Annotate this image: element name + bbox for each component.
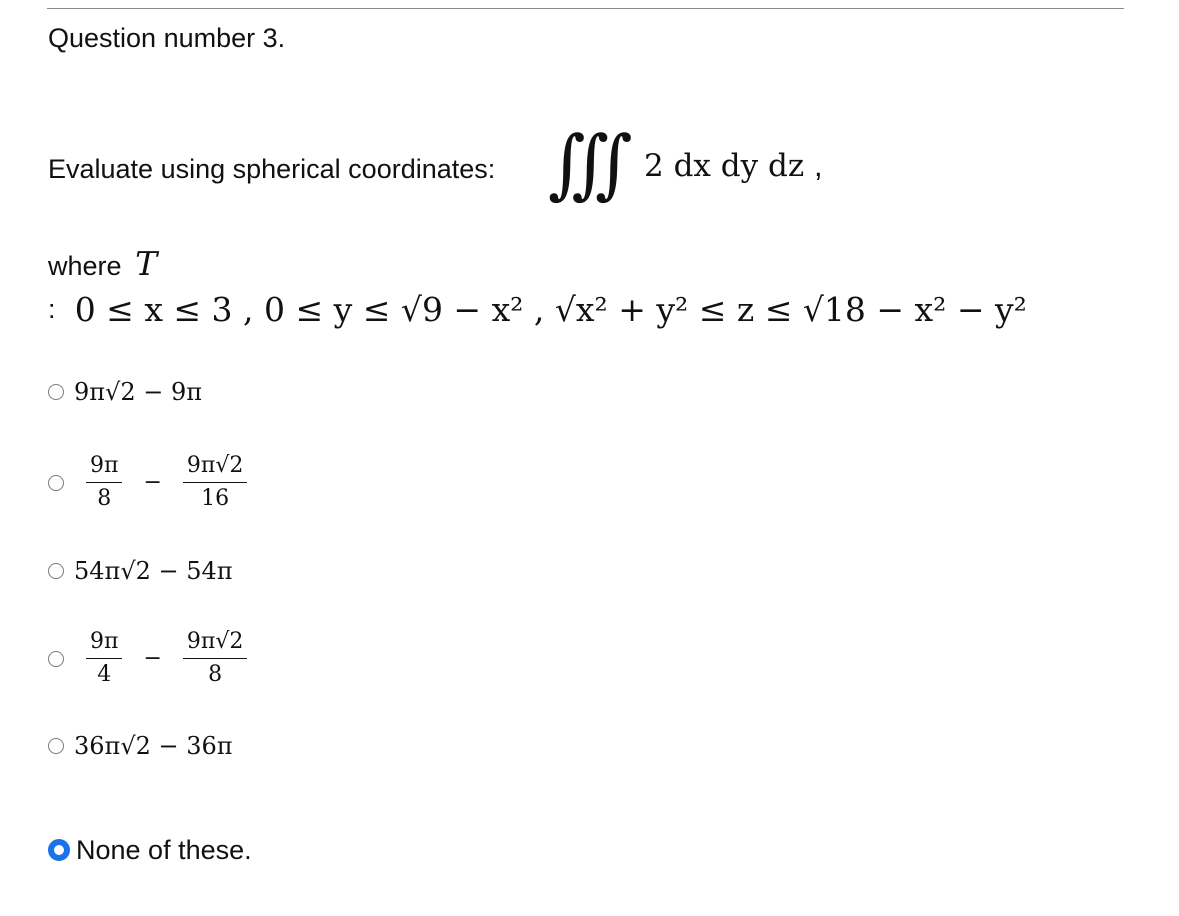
- fraction-numerator: 9π√2: [183, 452, 247, 483]
- fraction: [86, 452, 122, 513]
- option-label: None of these.: [76, 835, 252, 865]
- option-expression: 36π√2 − 36π: [74, 732, 233, 760]
- where-line: [48, 246, 157, 284]
- answer-option[interactable]: [48, 731, 233, 761]
- radio-button[interactable]: [48, 563, 64, 579]
- option-expression: [82, 452, 251, 513]
- answer-option[interactable]: [48, 628, 251, 689]
- answer-option[interactable]: [48, 556, 233, 586]
- fraction-denominator: 16: [201, 486, 230, 511]
- radio-button[interactable]: [48, 384, 64, 400]
- minus-sign: −: [143, 645, 162, 671]
- minus-sign: −: [143, 469, 162, 495]
- question-prompt: Evaluate using spherical coordinates:: [48, 154, 496, 184]
- answer-option[interactable]: [48, 377, 202, 407]
- integrand-expression: 2 dx dy dz: [644, 148, 805, 184]
- fraction: [183, 628, 247, 689]
- option-expression: 54π√2 − 54π: [74, 557, 233, 585]
- region-colon: :: [48, 294, 56, 324]
- answer-option-selected[interactable]: [48, 834, 252, 866]
- radio-button[interactable]: [48, 651, 64, 667]
- top-divider: [47, 8, 1124, 9]
- integral-signs: ∫∫∫: [548, 118, 619, 208]
- fraction: [86, 628, 122, 689]
- where-label: where: [48, 251, 122, 281]
- option-expression: [82, 628, 251, 689]
- integrand-comma: ,: [814, 148, 823, 183]
- question-number: Question number 3.: [48, 23, 286, 53]
- radio-button[interactable]: [48, 475, 64, 491]
- region-definition: [48, 287, 1027, 332]
- option-expression: 9π√2 − 9π: [74, 378, 203, 406]
- fraction-denominator: 4: [97, 662, 112, 687]
- region-symbol: T: [135, 244, 158, 283]
- answer-option[interactable]: [48, 452, 251, 513]
- radio-button[interactable]: [48, 738, 64, 754]
- triple-integral: [548, 118, 823, 214]
- fraction-numerator: 9π: [86, 452, 122, 483]
- region-bounds: 0 ≤ x ≤ 3 , 0 ≤ y ≤ √9 − x² , √x² + y² ≤ z ≤ √18 − x² − y²: [74, 290, 1027, 329]
- fraction-numerator: 9π√2: [183, 628, 247, 659]
- fraction-numerator: 9π: [86, 628, 122, 659]
- integrand: [644, 148, 823, 184]
- fraction: [183, 452, 247, 513]
- radio-button-selected[interactable]: [48, 839, 70, 861]
- fraction-denominator: 8: [97, 486, 112, 511]
- fraction-denominator: 8: [208, 662, 223, 687]
